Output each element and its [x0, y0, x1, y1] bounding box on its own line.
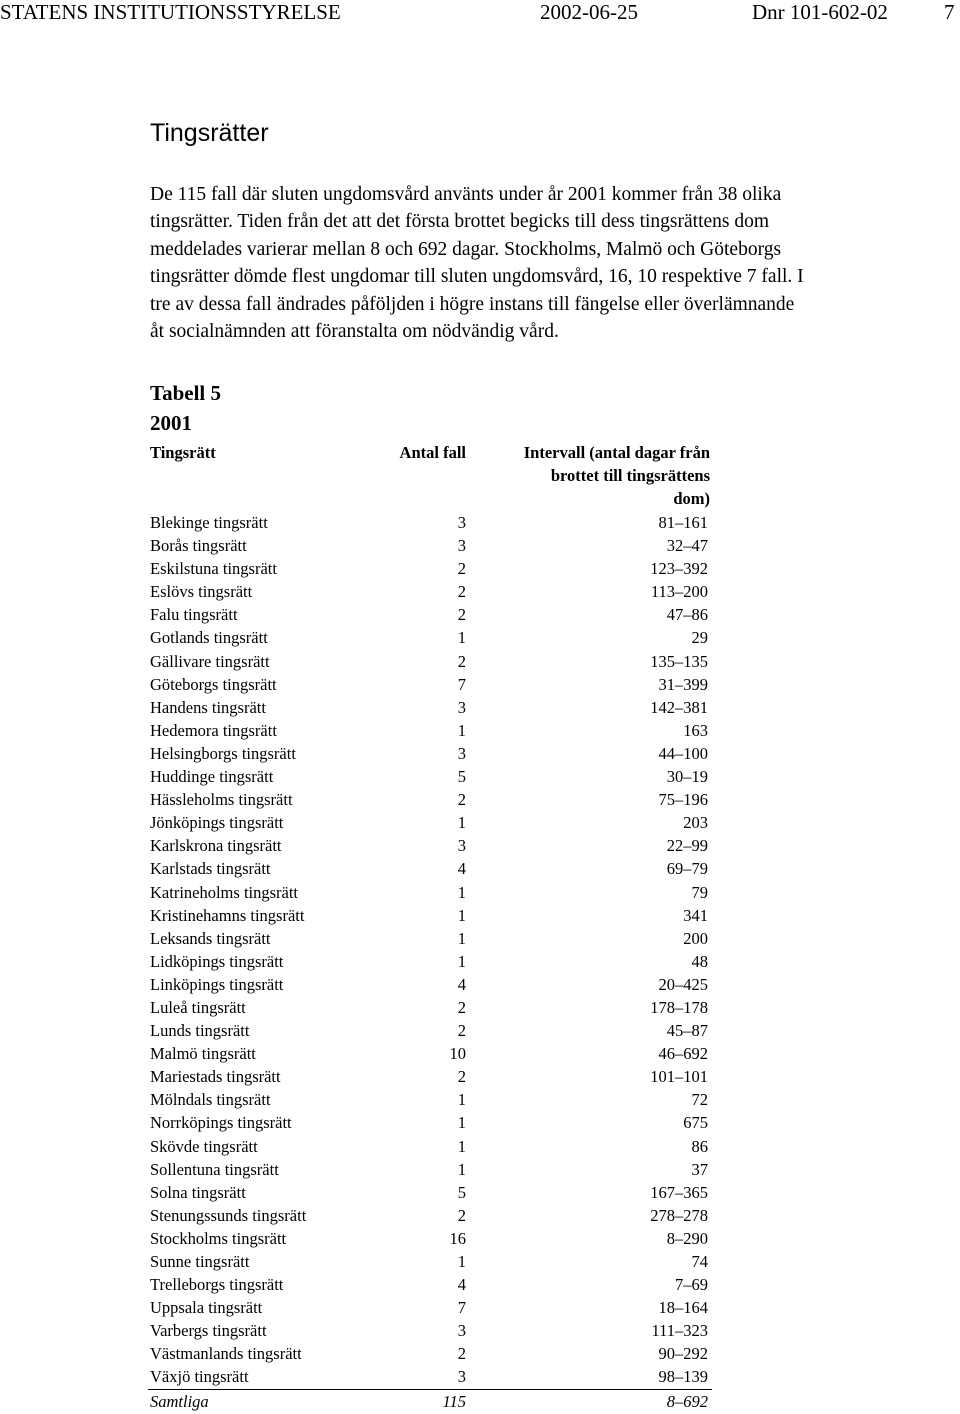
- day-interval: 81–161: [658, 513, 708, 532]
- table-row: [148, 1111, 712, 1134]
- case-count: 3: [457, 697, 466, 717]
- table-row: [148, 1158, 712, 1181]
- court-name: Kristinehamns tingsrätt: [150, 905, 305, 925]
- court-name: Norrköpings tingsrätt: [150, 1113, 292, 1133]
- header-case-count: Antal fall: [399, 443, 466, 462]
- day-interval: 30–19: [666, 767, 708, 787]
- table-year: 2001: [150, 411, 192, 435]
- day-interval: 48: [691, 951, 708, 971]
- case-count: 1: [457, 1159, 466, 1179]
- case-count: 2: [457, 582, 466, 602]
- case-count: 5: [457, 1182, 466, 1202]
- day-interval: 135–135: [650, 651, 708, 671]
- header-interval-line: brottet till tingsrättens: [550, 466, 710, 485]
- court-name: Hässleholms tingsrätt: [150, 790, 293, 810]
- case-count: 1: [457, 720, 466, 740]
- day-interval: 75–196: [658, 790, 708, 810]
- court-name: Lidköpings tingsrätt: [150, 951, 284, 971]
- day-interval: 69–79: [666, 859, 708, 879]
- court-name: Eskilstuna tingsrätt: [150, 559, 277, 579]
- case-count: 1: [457, 1113, 466, 1133]
- page-header: [0, 0, 960, 24]
- table-row: [148, 603, 712, 626]
- paragraph-line: tre av dessa fall ändrades påföljden i högre instans till fängelse eller överlämnande: [150, 293, 795, 315]
- court-name: Eslövs tingsrätt: [150, 582, 253, 602]
- case-count: 3: [457, 1367, 466, 1387]
- day-interval: 90–292: [658, 1344, 708, 1364]
- case-count: 1: [457, 905, 466, 925]
- day-interval: 98–139: [658, 1367, 708, 1387]
- table-row: [148, 742, 712, 765]
- court-name: Solna tingsrätt: [150, 1182, 246, 1202]
- case-count: 3: [457, 743, 466, 763]
- court-name: Leksands tingsrätt: [150, 928, 271, 948]
- table-row: [148, 788, 712, 811]
- case-count: 4: [457, 1275, 466, 1295]
- case-count: 16: [449, 1228, 466, 1248]
- day-interval: 178–178: [650, 997, 708, 1017]
- court-name: Linköpings tingsrätt: [150, 974, 284, 994]
- case-count: 2: [457, 1205, 466, 1225]
- case-count: 1: [457, 1252, 466, 1271]
- day-interval: 45–87: [666, 1021, 708, 1041]
- day-interval: 101–101: [650, 1067, 708, 1087]
- court-name: Katrineholms tingsrätt: [150, 882, 299, 902]
- case-count: 1: [457, 882, 466, 902]
- court-name: Mölndals tingsrätt: [150, 1090, 271, 1110]
- day-interval: 46–692: [658, 1044, 708, 1064]
- day-interval: 167–365: [650, 1182, 708, 1202]
- court-name: Sunne tingsrätt: [150, 1252, 250, 1271]
- table-row: [148, 534, 712, 557]
- day-interval: 7–69: [675, 1275, 708, 1295]
- day-interval: 163: [683, 720, 708, 740]
- case-count: 2: [457, 1021, 466, 1041]
- day-interval: 31–399: [658, 674, 708, 694]
- table-row: [148, 1227, 712, 1250]
- court-name: Stenungssunds tingsrätt: [150, 1205, 307, 1225]
- court-name: Malmö tingsrätt: [150, 1044, 256, 1064]
- day-interval: 8–290: [666, 1228, 708, 1248]
- table-row: [148, 950, 712, 973]
- court-name: Uppsala tingsrätt: [150, 1298, 263, 1318]
- paragraph-line: tingsrätter. Tiden från det att det första brottet begicks till dess tingsrättens dom: [150, 211, 770, 233]
- day-interval: 47–86: [666, 605, 708, 625]
- day-interval: 86: [691, 1136, 708, 1156]
- court-name: Sollentuna tingsrätt: [150, 1159, 279, 1179]
- table-row: [148, 1135, 712, 1158]
- table-row: [148, 696, 712, 719]
- case-count: 1: [457, 628, 466, 648]
- table-row: [148, 1042, 712, 1065]
- court-name: Skövde tingsrätt: [150, 1136, 258, 1156]
- table-row: [148, 811, 712, 834]
- court-name: Falu tingsrätt: [150, 605, 238, 625]
- table-row: [148, 650, 712, 673]
- table-row: [148, 834, 712, 857]
- case-count: 3: [457, 513, 466, 532]
- court-name: Mariestads tingsrätt: [150, 1067, 281, 1087]
- table-row: [148, 719, 712, 742]
- case-count: 1: [457, 951, 466, 971]
- table-row: [148, 765, 712, 788]
- table-row: [148, 673, 712, 696]
- table-header: [148, 441, 712, 511]
- court-name: Gotlands tingsrätt: [150, 628, 268, 648]
- case-count: 2: [457, 605, 466, 625]
- table-row: [148, 1088, 712, 1111]
- table-row: [148, 1019, 712, 1042]
- case-count: 4: [457, 974, 466, 994]
- case-count: 2: [457, 651, 466, 671]
- table-row: [148, 1365, 712, 1388]
- day-interval: 111–323: [651, 1321, 708, 1341]
- court-name: Trelleborgs tingsrätt: [150, 1275, 284, 1295]
- day-interval: 203: [683, 813, 708, 833]
- table-row: [148, 1296, 712, 1319]
- case-count: 2: [457, 559, 466, 579]
- table-row: [148, 1273, 712, 1296]
- table-caption: [150, 378, 221, 438]
- table-row: [148, 857, 712, 880]
- court-name: Jönköpings tingsrätt: [150, 813, 284, 833]
- paragraph-line: åt socialnämnden att föranstalta om nödvändig vård.: [150, 321, 559, 343]
- page-number: 7: [944, 0, 955, 24]
- table-row: [148, 973, 712, 996]
- table-row: [148, 626, 712, 649]
- day-interval: 142–381: [650, 697, 708, 717]
- case-count: 1: [457, 928, 466, 948]
- court-name: Huddinge tingsrätt: [150, 767, 274, 787]
- table-label: Tabell 5: [150, 381, 221, 405]
- court-name: Lunds tingsrätt: [150, 1021, 250, 1041]
- day-interval: 79: [691, 882, 708, 902]
- day-interval: 113–200: [650, 582, 708, 602]
- case-count: 4: [457, 859, 466, 879]
- court-name: Blekinge tingsrätt: [150, 513, 268, 532]
- case-count: 1: [457, 813, 466, 833]
- court-name: Varbergs tingsrätt: [150, 1321, 267, 1341]
- table-row: [148, 580, 712, 603]
- day-interval: 675: [683, 1113, 708, 1133]
- table-row: [148, 996, 712, 1019]
- document-date: 2002-06-25: [540, 0, 638, 24]
- paragraph-line: tingsrätter dömde flest ungdomar till sluten ungdomsvård, 16, 10 respektive 7 fall. I: [150, 266, 804, 288]
- case-count: 1: [457, 1136, 466, 1156]
- table-row: [148, 904, 712, 927]
- table-row: [148, 511, 712, 534]
- table-body: [148, 511, 712, 1389]
- day-interval: 29: [691, 628, 708, 648]
- case-count: 3: [457, 836, 466, 856]
- case-count: 2: [457, 1344, 466, 1364]
- table-row: [148, 1319, 712, 1342]
- day-interval: 32–47: [666, 536, 708, 556]
- case-count: 1: [457, 1090, 466, 1110]
- case-count: 5: [457, 767, 466, 787]
- day-interval: 20–425: [658, 974, 708, 994]
- header-interval-line: dom): [673, 489, 710, 508]
- day-interval: 72: [691, 1090, 708, 1110]
- header-interval-line: Intervall (antal dagar från: [523, 443, 710, 462]
- case-count: 2: [457, 1067, 466, 1087]
- court-name: Göteborgs tingsrätt: [150, 674, 277, 694]
- header-court: Tingsrätt: [150, 443, 216, 462]
- table-row: [148, 1204, 712, 1227]
- day-interval: 74: [691, 1252, 708, 1271]
- day-interval: 22–99: [666, 836, 708, 856]
- paragraph-line: De 115 fall där sluten ungdomsvård använts under år 2001 kommer från 38 olika: [150, 184, 782, 205]
- total-count: 115: [442, 1391, 466, 1411]
- organization-name: STATENS INSTITUTIONSSTYRELSE: [0, 0, 341, 24]
- case-count: 3: [457, 536, 466, 556]
- court-name: Karlskrona tingsrätt: [150, 836, 282, 856]
- day-interval: 123–392: [650, 559, 708, 579]
- case-count: 3: [457, 1321, 466, 1341]
- header-interval: [480, 441, 710, 510]
- total-label: Samtliga: [150, 1391, 209, 1411]
- table-row: [148, 927, 712, 950]
- day-interval: 37: [691, 1159, 708, 1179]
- case-count: 7: [457, 674, 466, 694]
- total-range: 8–692: [666, 1391, 708, 1411]
- table-row: [148, 557, 712, 580]
- body-paragraph: [150, 181, 950, 345]
- day-interval: 341: [683, 905, 708, 925]
- day-interval: 18–164: [658, 1298, 708, 1318]
- table-row: [148, 1342, 712, 1365]
- court-name: Växjö tingsrätt: [150, 1367, 249, 1387]
- day-interval: 44–100: [658, 743, 708, 763]
- day-interval: 278–278: [650, 1205, 708, 1225]
- table-total-row: [148, 1389, 712, 1414]
- table-row: [148, 1065, 712, 1088]
- court-name: Borås tingsrätt: [150, 536, 247, 556]
- court-name: Luleå tingsrätt: [150, 997, 246, 1017]
- court-name: Karlstads tingsrätt: [150, 859, 271, 879]
- document-number: Dnr 101-602-02: [752, 0, 888, 24]
- section-title: Tingsrätter: [150, 119, 269, 147]
- court-name: Stockholms tingsrätt: [150, 1228, 287, 1248]
- court-name: Helsingborgs tingsrätt: [150, 743, 296, 763]
- case-count: 2: [457, 790, 466, 810]
- case-count: 2: [457, 997, 466, 1017]
- court-table: [148, 441, 712, 1414]
- court-name: Västmanlands tingsrätt: [150, 1344, 302, 1364]
- paragraph-line: meddelades varierar mellan 8 och 692 dagar. Stockholms, Malmö och Göteborgs: [150, 238, 782, 260]
- case-count: 10: [449, 1044, 466, 1064]
- table-row: [148, 1250, 712, 1273]
- court-name: Gällivare tingsrätt: [150, 651, 270, 671]
- court-name: Handens tingsrätt: [150, 697, 266, 717]
- table-row: [148, 1181, 712, 1204]
- day-interval: 200: [683, 928, 708, 948]
- case-count: 7: [457, 1298, 466, 1318]
- table-row: [148, 881, 712, 904]
- court-name: Hedemora tingsrätt: [150, 720, 277, 740]
